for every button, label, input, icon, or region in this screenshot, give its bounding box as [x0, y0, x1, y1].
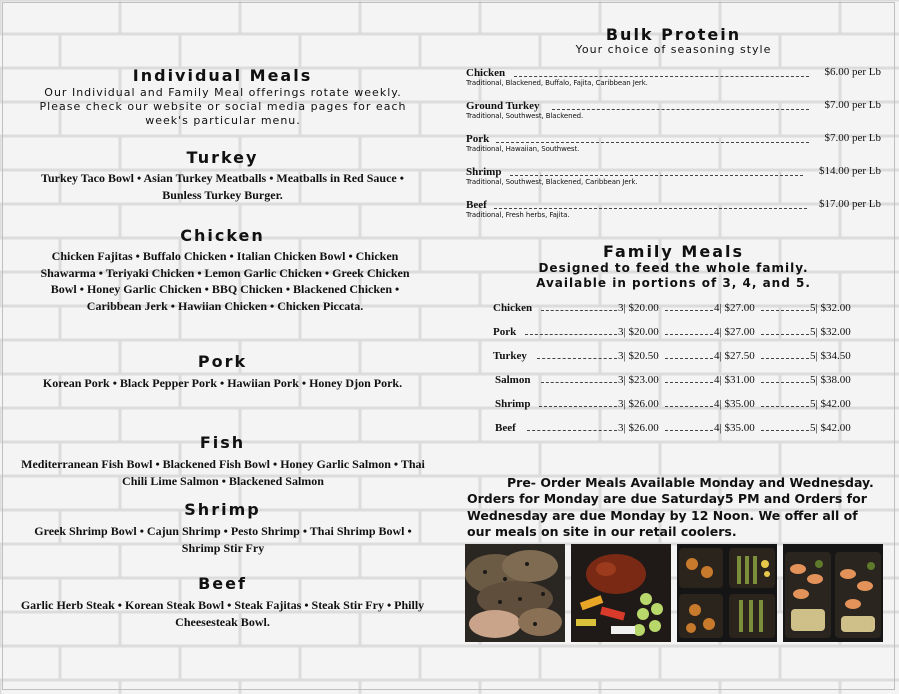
price-3: 3| $26.00: [618, 398, 659, 410]
bulk-item-description: Traditional, Southwest, Blackened.: [466, 112, 584, 120]
fish-heading: Fish: [199, 433, 246, 452]
family-row-beef: [493, 422, 858, 438]
price-5: 5| $34.50: [810, 350, 851, 362]
food-photo-teriyaki-bowl: [571, 544, 671, 642]
family-row-turkey: [493, 350, 858, 366]
family-row-chicken: [493, 302, 858, 318]
leader-dots: [541, 310, 617, 311]
food-photo-shrimp-containers: [783, 544, 883, 642]
leader-dots: [514, 76, 809, 77]
family-meals-line2: Available in portions of 3, 4, and 5.: [536, 276, 811, 290]
leader-dots: [761, 334, 809, 335]
leader-dots: [761, 358, 809, 359]
family-row-pork: [493, 326, 858, 342]
bulk-item-description: Traditional, Blackened, Buffalo, Fajita, Caribbean Jerk.: [466, 79, 648, 87]
leader-dots: [665, 382, 713, 383]
family-meals-line1: Designed to feed the whole family.: [538, 261, 809, 275]
family-row-name: Beef: [495, 422, 516, 434]
price-4: 4| $27.00: [714, 326, 755, 338]
price-3: 3| $20.00: [618, 302, 659, 314]
family-row-name: Salmon: [495, 374, 531, 386]
leader-dots: [552, 109, 809, 110]
bulk-item-price: $7.00 per Lb: [824, 99, 881, 111]
bulk-item-description: Traditional, Hawaiian, Southwest.: [466, 145, 580, 153]
leader-dots: [761, 406, 809, 407]
leader-dots: [761, 430, 809, 431]
bulk-item-price: $17.00 per Lb: [818, 198, 881, 210]
leader-dots: [761, 310, 809, 311]
bulk-item-price: $7.00 per Lb: [824, 132, 881, 144]
chicken-items: Chicken Fajitas • Buffalo Chicken • Italian Chicken Bowl • Chicken Shawarma • Teriyaki Chicken • Lemon Garlic Chicken • Greek Chicken Bowl • Honey Garlic Chicken • BBQ Chicken • Blackened Chicken • Caribbean Jerk • Hawiian Chicken • Chicken Piccata.: [40, 249, 410, 313]
price-3: 3| $20.00: [618, 326, 659, 338]
leader-dots: [665, 310, 713, 311]
chicken-heading: Chicken: [180, 226, 265, 245]
bulk-item-name: Beef: [466, 199, 487, 211]
pork-heading: Pork: [197, 352, 248, 371]
bulk-item-beef: [466, 199, 881, 229]
individual-meals-intro: Our Individual and Family Meal offerings rotate weekly. Please check our website or social media pages for each week's particular menu.: [39, 86, 407, 127]
bulk-protein-title: Bulk Protein: [605, 25, 742, 44]
leader-dots: [665, 334, 713, 335]
bulk-item-chicken: [466, 67, 881, 97]
leader-dots: [510, 175, 803, 176]
leader-dots: [527, 430, 617, 431]
price-5: 5| $32.00: [810, 326, 851, 338]
price-4: 4| $31.00: [714, 374, 755, 386]
leader-dots: [525, 334, 617, 335]
food-photo-chicken-slices: [465, 544, 565, 642]
price-5: 5| $42.00: [810, 422, 851, 434]
bulk-item-name: Ground Turkey: [466, 100, 540, 112]
price-5: 5| $32.00: [810, 302, 851, 314]
family-row-name: Pork: [493, 326, 517, 338]
beef-items: Garlic Herb Steak • Korean Steak Bowl • Steak Fajitas • Steak Stir Fry • Philly Cheesesteak Bowl.: [20, 598, 425, 629]
price-4: 4| $35.00: [714, 398, 755, 410]
family-row-shrimp: [493, 398, 858, 414]
leader-dots: [665, 358, 713, 359]
bulk-item-shrimp: [466, 166, 881, 196]
individual-meals-title: Individual Meals: [132, 66, 313, 85]
price-5: 5| $42.00: [810, 398, 851, 410]
preorder-note: [467, 475, 885, 541]
bulk-protein-subtitle: Your choice of seasoning style: [575, 43, 772, 56]
bulk-item-price: $14.00 per Lb: [818, 165, 881, 177]
beef-heading: Beef: [198, 574, 247, 593]
turkey-heading: Turkey: [186, 148, 259, 167]
price-3: 3| $20.50: [618, 350, 659, 362]
family-meals-title: Family Meals: [602, 242, 744, 261]
family-row-name: Chicken: [493, 302, 533, 314]
leader-dots: [541, 382, 617, 383]
family-row-name: Shrimp: [495, 398, 531, 410]
leader-dots: [537, 358, 617, 359]
food-photo-meal-prep-containers: [677, 544, 777, 642]
price-4: 4| $27.00: [714, 302, 755, 314]
price-3: 3| $23.00: [618, 374, 659, 386]
family-row-name: Turkey: [493, 350, 527, 362]
bulk-item-description: Traditional, Southwest, Blackened, Caribbean Jerk.: [466, 178, 638, 186]
fish-items: Mediterranean Fish Bowl • Blackened Fish Bowl • Honey Garlic Salmon • Thai Chili Lime Salmon • Blackened Salmon: [21, 457, 425, 488]
leader-dots: [665, 430, 713, 431]
price-5: 5| $38.00: [810, 374, 851, 386]
pork-items: Korean Pork • Black Pepper Pork • Hawiian Pork • Honey Djon Pork.: [42, 376, 403, 390]
bulk-item-description: Traditional, Fresh herbs, Fajita.: [466, 211, 570, 219]
bulk-item-ground-turkey: [466, 100, 881, 130]
turkey-items: Turkey Taco Bowl • Asian Turkey Meatballs • Meatballs in Red Sauce • Bunless Turkey Burger.: [41, 171, 404, 202]
bulk-item-price: $6.00 per Lb: [824, 66, 881, 78]
leader-dots: [496, 142, 809, 143]
leader-dots: [761, 382, 809, 383]
family-row-salmon: [493, 374, 858, 390]
price-3: 3| $26.00: [618, 422, 659, 434]
bulk-item-pork: [466, 133, 881, 163]
bulk-item-name: Chicken: [466, 67, 506, 79]
shrimp-heading: Shrimp: [184, 500, 261, 519]
leader-dots: [665, 406, 713, 407]
leader-dots: [494, 208, 807, 209]
bulk-item-name: Pork: [466, 133, 490, 145]
preorder-note-text: Pre- Order Meals Available Monday and Wednesday. Orders for Monday are due Saturday5 PM and Orders for Wednesday are due Monday by 12 Noon. We offer all of our meals on site in our retail coolers.: [467, 474, 874, 539]
bulk-item-name: Shrimp: [466, 166, 502, 178]
price-4: 4| $27.50: [714, 350, 755, 362]
price-4: 4| $35.00: [714, 422, 755, 434]
shrimp-items: Greek Shrimp Bowl • Cajun Shrimp • Pesto Shrimp • Thai Shrimp Bowl • Shrimp Stir Fry: [34, 524, 412, 555]
leader-dots: [539, 406, 617, 407]
